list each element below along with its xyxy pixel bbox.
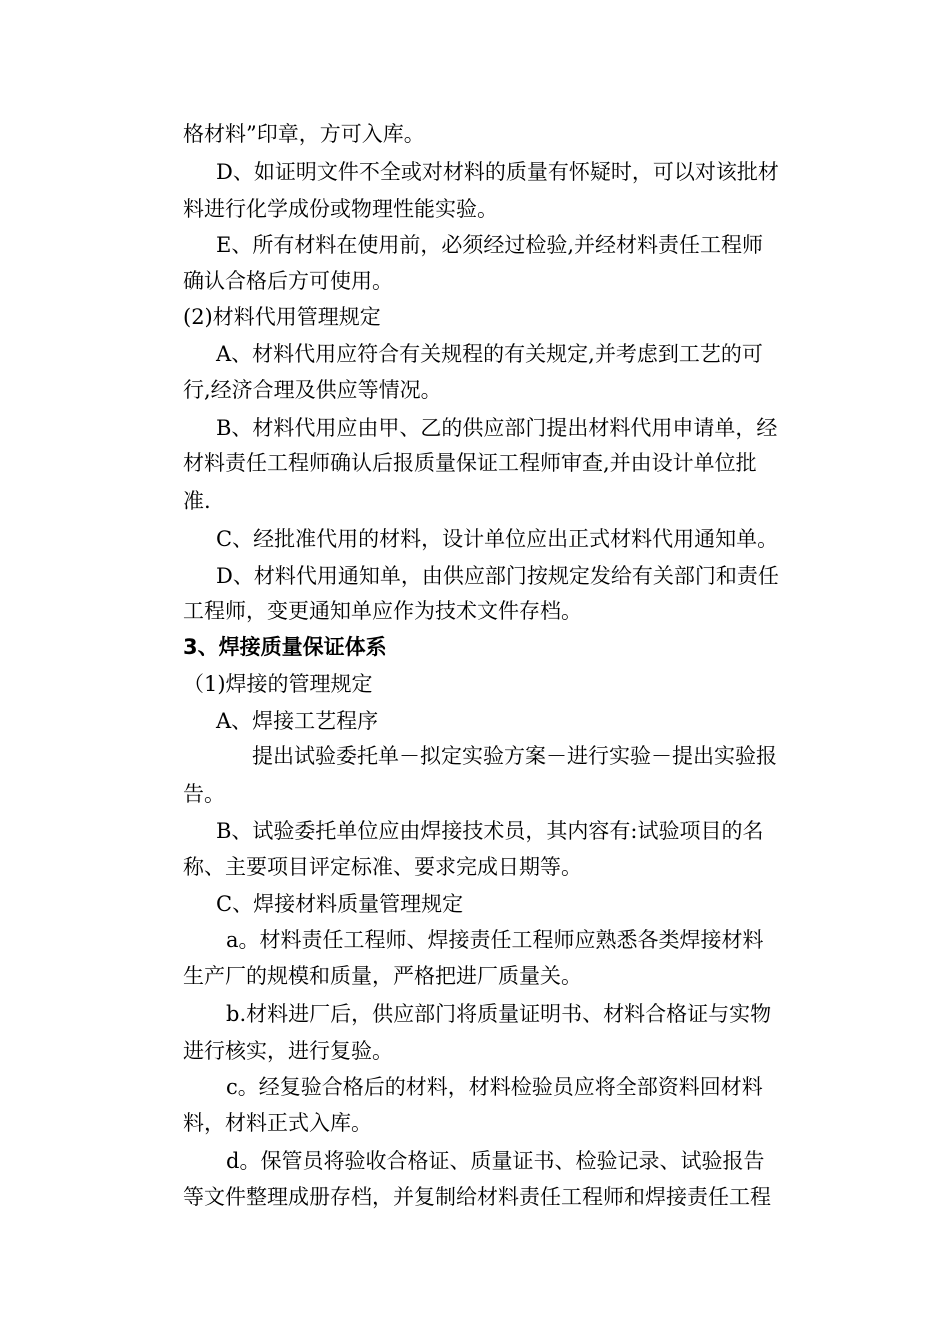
text-line: c。经复验合格后的材料，材料检验员应将全部资料回材料 xyxy=(226,1075,763,1099)
subsection-heading: C、焊接材料质量管理规定 xyxy=(216,892,464,916)
subsection-heading: A、焊接工艺程序 xyxy=(216,709,379,733)
chapter-heading: 3、焊接质量保证体系 xyxy=(183,635,387,659)
text-line: 料进行化学成份或物理性能实验。 xyxy=(183,197,498,221)
text-line: 提出试验委托单－拟定实验方案－进行实验－提出实验报 xyxy=(252,744,777,768)
text-line: B、试验委托单位应由焊接技术员，其内容有:试验项目的名 xyxy=(216,819,764,843)
text-line: 称、主要项目评定标准、要求完成日期等。 xyxy=(183,855,582,879)
section-heading: (2)材料代用管理规定 xyxy=(183,305,381,329)
text-line: 确认合格后方可使用。 xyxy=(183,269,393,293)
text-line: 工程师，变更通知单应作为技术文件存档。 xyxy=(183,599,582,623)
text-line: 生产厂的规模和质量，严格把进厂质量关。 xyxy=(183,964,582,988)
text-line: 料，材料正式入库。 xyxy=(183,1111,372,1135)
text-line: D、材料代用通知单，由供应部门按规定发给有关部门和责任 xyxy=(216,564,779,588)
text-line: C、经批准代用的材料，设计单位应出正式材料代用通知单。 xyxy=(216,527,779,551)
text-line: 等文件整理成册存档，并复制给材料责任工程师和焊接责任工程 xyxy=(183,1185,771,1209)
text-line: 告。 xyxy=(183,782,225,806)
text-line: a。材料责任工程师、焊接责任工程师应熟悉各类焊接材料 xyxy=(226,928,764,952)
text-line: 材料责任工程师确认后报质量保证工程师审查,并由设计单位批 xyxy=(183,451,757,475)
text-line: A、材料代用应符合有关规程的有关规定,并考虑到工艺的可 xyxy=(216,342,763,366)
section-heading: （1)焊接的管理规定 xyxy=(183,672,373,696)
text-line: D、如证明文件不全或对材料的质量有怀疑时，可以对该批材 xyxy=(216,160,779,184)
text-line: B、材料代用应由甲、乙的供应部门提出材料代用申请单，经 xyxy=(216,416,778,440)
text-line: b.材料进厂后，供应部门将质量证明书、材料合格证与实物 xyxy=(226,1002,772,1026)
text-line: d。保管员将验收合格证、质量证书、检验记录、试验报告 xyxy=(226,1149,765,1173)
text-line: 准. xyxy=(183,489,211,513)
text-line: E、所有材料在使用前，必须经过检验,并经材料责任工程师 xyxy=(216,233,764,257)
text-line: 格材料”印章，方可入库。 xyxy=(183,122,425,146)
text-line: 进行核实，进行复验。 xyxy=(183,1039,393,1063)
text-line: 行,经济合理及供应等情况。 xyxy=(183,378,442,402)
